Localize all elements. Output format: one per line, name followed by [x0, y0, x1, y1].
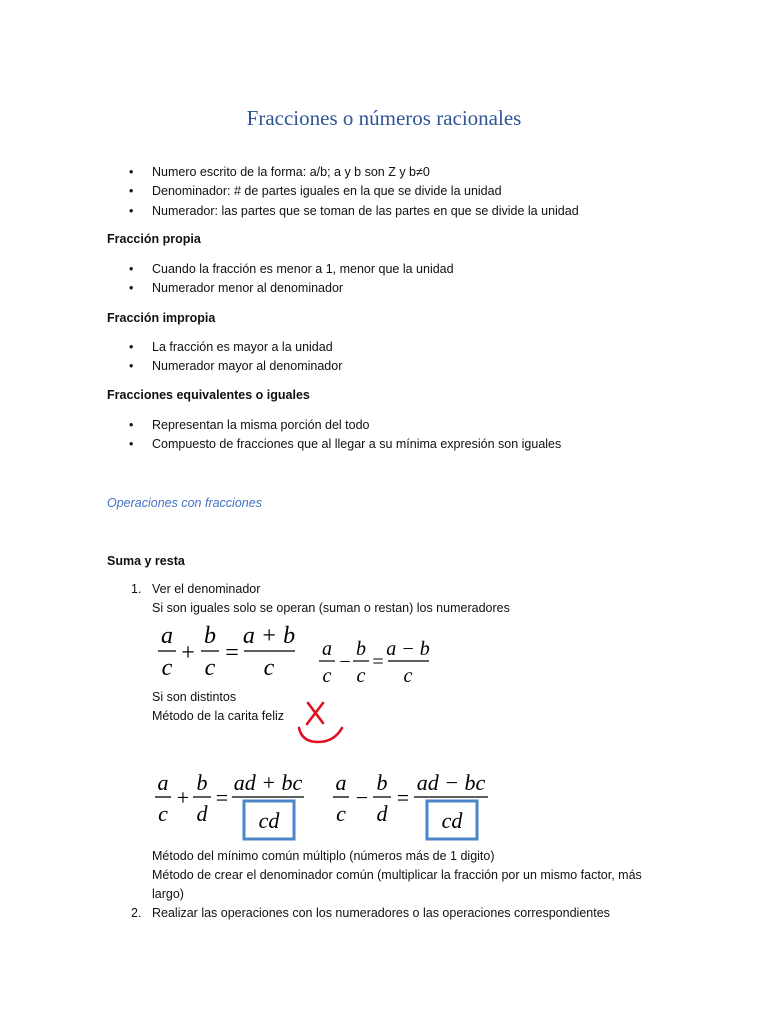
- list-item: • La fracción es mayor a la unidad: [129, 340, 333, 354]
- formula-numerator: a: [335, 770, 347, 795]
- formula-operator: −: [355, 785, 369, 810]
- list-item: • Denominador: # de partes iguales en la que se divide la unidad: [129, 184, 502, 199]
- list-item: • Compuesto de fracciones que al llegar a su mínima expresión son iguales: [129, 437, 562, 452]
- formula-numerator: b: [356, 638, 366, 660]
- formula-equals: =: [215, 785, 229, 810]
- smiley-annotation-icon: [296, 698, 348, 748]
- formula-denominator: cd: [441, 808, 463, 833]
- formula-numerator: a: [322, 638, 332, 660]
- list-item: • Numerador: las partes que se toman de las partes en que se divide la unidad: [129, 203, 579, 218]
- heading-fracciones-equivalentes: Fracciones equivalentes o iguales: [107, 388, 310, 402]
- si-son-distintos: Si son distintos: [152, 690, 237, 704]
- formula-denominator: c: [336, 801, 346, 826]
- formula-denominator: d: [376, 801, 388, 826]
- step-1-line-2: Si son iguales solo se operan (suman o restan) los numeradores: [152, 601, 510, 615]
- step-1-text: Ver el denominador: [152, 582, 261, 596]
- formula-denominator: c: [158, 801, 168, 826]
- equivalentes-bullet-list: [129, 416, 561, 455]
- formula-denominator: c: [322, 665, 332, 687]
- formula-numerator: a − b: [386, 638, 430, 660]
- metodo-denominador-comun-line-2: largo): [152, 887, 184, 901]
- formula-numerator: a: [157, 770, 169, 795]
- step-2-text: Realizar las operaciones con los numeradores o las operaciones correspondientes: [152, 906, 610, 920]
- formula-numerator: a + b: [242, 623, 296, 649]
- formula-denominator: c: [263, 655, 275, 681]
- list-item: • Cuando la fracción es menor a 1, menor que la unidad: [129, 262, 454, 276]
- propia-bullet-list: [129, 260, 454, 299]
- formula-same-denominator-sum: [155, 618, 305, 684]
- formula-numerator: b: [196, 770, 208, 795]
- formula-operator: +: [181, 640, 195, 666]
- list-item: • Representan la misma porción del todo: [129, 418, 370, 432]
- metodo-carita-feliz: Método de la carita feliz: [152, 709, 285, 723]
- heading-suma-resta: Suma y resta: [107, 554, 185, 568]
- heading-fraccion-impropia: Fracción impropia: [107, 311, 216, 325]
- formula-operator: −: [339, 651, 351, 673]
- step-1-number: 1.: [131, 582, 142, 596]
- list-item: • Numero escrito de la forma: a/b; a y b son Z y b≠0: [129, 165, 430, 179]
- formula-numerator: ad + bc: [233, 770, 303, 795]
- formula-denominator: c: [161, 655, 173, 681]
- formula-equals: =: [396, 785, 410, 810]
- list-item: • Numerador menor al denominador: [129, 281, 344, 296]
- list-item: • Numerador mayor al denominador: [129, 359, 343, 374]
- formula-denominator: c: [403, 665, 413, 687]
- formula-same-denominator-difference: [316, 634, 436, 692]
- formula-numerator: b: [376, 770, 388, 795]
- formula-denominator: cd: [258, 808, 280, 833]
- page-title: Fracciones o números racionales: [246, 106, 522, 130]
- intro-bullet-list: [129, 163, 579, 221]
- step-2-number: 2.: [131, 906, 142, 920]
- heading-fraccion-propia: Fracción propia: [107, 232, 201, 246]
- formula-equals: =: [372, 651, 384, 673]
- heading-operaciones: Operaciones con fracciones: [107, 496, 262, 510]
- formula-operator: +: [176, 785, 190, 810]
- formula-denominator: d: [196, 801, 208, 826]
- metodo-denominador-comun-line-1: Método de crear el denominador común (multiplicar la fracción por un mismo factor, más: [152, 868, 642, 882]
- metodo-minimo-comun-multiplo: Método del mínimo común múltiplo (números más de 1 digito): [152, 849, 495, 863]
- formula-different-denominator-sum: [152, 766, 307, 848]
- formula-equals: =: [225, 640, 239, 666]
- impropia-bullet-list: [129, 338, 342, 377]
- formula-denominator: c: [204, 655, 216, 681]
- formula-numerator: ad − bc: [416, 770, 486, 795]
- formula-numerator: b: [204, 623, 216, 649]
- formula-different-denominator-difference: [330, 766, 492, 848]
- formula-numerator: a: [161, 623, 173, 649]
- formula-denominator: c: [356, 665, 366, 687]
